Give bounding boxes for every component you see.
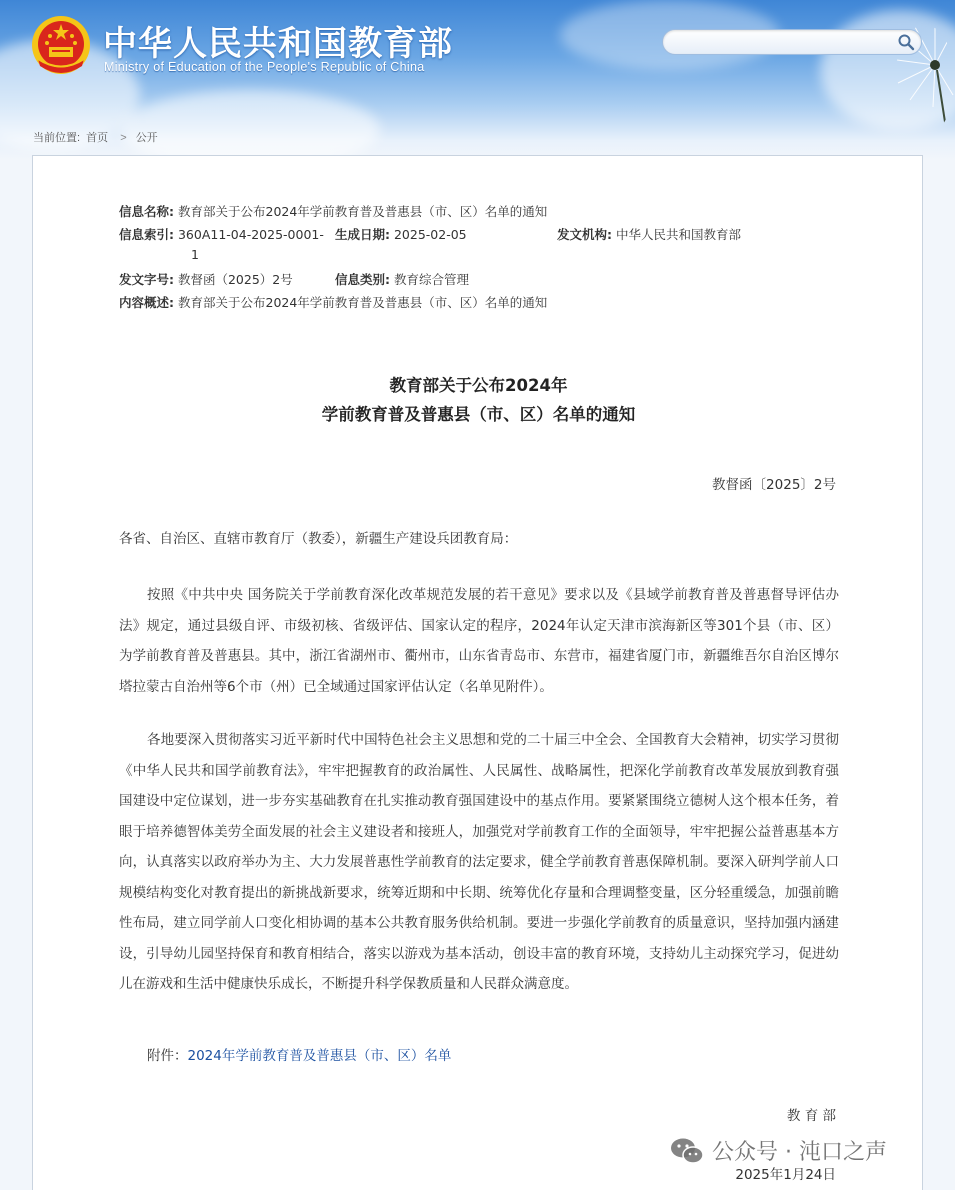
- salutation: 各省、自治区、直辖市教育厅（教委），新疆生产建设兵团教育局：: [119, 531, 518, 547]
- attachment-label: 附件：: [147, 1048, 188, 1064]
- chevron-right-icon: >: [120, 132, 127, 144]
- wechat-watermark: [670, 1135, 887, 1166]
- document-title-line2: 学前教育普及普惠县（市、区）名单的通知: [321, 405, 636, 424]
- breadcrumb-prefix: 当前位置:: [33, 132, 81, 144]
- paragraph-2: 各地要深入贯彻落实习近平新时代中国特色社会主义思想和党的二十届三中全会、全国教育大会精神，切实学习贯彻《中华人民共和国学前教育法》，牢牢把握教育的政治属性、人民属性、战略属性，把深化学前教育改革发展放到教育强国建设中定位谋划，进一步夯实基础教育在扎实推动教育强国建设中的基点作用。要紧紧围绕立德树人这个根本任务，着眼于培养德智体美劳全面发展的社会主义建设者和接班人，加强党对学前教育工作的全面领导，牢牢把握公益普惠基本方向，认真落实以政府举办为主、大力发展普惠性学前教育的法定要求，健全学前教育普惠保障机制。要深入研判学前人口规模结构变化对教育提出的新挑战新要求，统筹近期和中长期、统筹优化存量和合理调整变量，区分轻重缓急，加强前瞻性布局，建立同学前人口变化相协调的基本公共教育服务供给机制。要进一步强化学前教育的质量意识，坚持加强内涵建设，引导幼儿园坚持保育和教育相结合，落实以游戏为基本活动，创设丰富的教育环境，支持幼儿主动探究学习，促进幼儿在游戏和生活中健康快乐成长，不断提升科学保教质量和人民群众满意度。: [119, 732, 839, 992]
- meta-index-value-cont: 1: [191, 247, 199, 262]
- document-number: 教督函〔2025〕2号: [712, 477, 836, 493]
- meta-docno-value: 教督函（2025）2号: [177, 272, 293, 287]
- attachment-line: [119, 1041, 839, 1072]
- signature-date: 2025年1月24日: [735, 1167, 836, 1183]
- meta-index-value: 360A11-04-2025-0001-: [177, 227, 324, 242]
- meta-org-label: 发文机构:: [557, 227, 612, 242]
- breadcrumb-item-public[interactable]: 公开: [135, 132, 158, 144]
- attachment-link[interactable]: 2024年学前教育普及普惠县（市、区）名单: [187, 1048, 452, 1064]
- search-box[interactable]: [662, 29, 922, 55]
- meta-category-label: 信息类别:: [335, 272, 390, 287]
- meta-date-label: 生成日期:: [335, 227, 390, 242]
- search-icon[interactable]: [897, 33, 915, 51]
- site-title-cn[interactable]: 中华人民共和国教育部: [103, 24, 453, 64]
- meta-name-label: 信息名称:: [119, 204, 174, 219]
- meta-date-value: 2025-02-05: [393, 227, 467, 242]
- site-title-en[interactable]: Ministry of Education of the People's Republic of China: [104, 60, 425, 74]
- signature-org: 教 育 部: [786, 1108, 836, 1124]
- breadcrumb-item-home[interactable]: 首页: [86, 132, 109, 144]
- meta-index-label: 信息索引:: [119, 227, 174, 242]
- paragraph-1: 按照《中共中央 国务院关于学前教育深化改革规范发展的若干意见》要求以及《县域学前教育普及普惠督导评估办法》规定，通过县级自评、市级初核、省级评估、国家认定的程序，2024年认定天津市滨海新区等301个县（市、区）为学前教育普及普惠县。其中，浙江省湖州市、衢州市，山东省青岛市、东营市，福建省厦门市，新疆维吾尔自治区博尔塔拉蒙古自治州等6个市（州）已全域通过国家评估认定（名单见附件）。: [119, 587, 839, 695]
- wechat-icon: [670, 1137, 704, 1165]
- meta-docno-label: 发文字号:: [119, 272, 174, 287]
- national-emblem-icon: [30, 14, 92, 76]
- cloud-decoration: [120, 90, 380, 160]
- breadcrumb: [33, 129, 161, 145]
- watermark-text: 公众号 · 沌口之声: [712, 1140, 887, 1165]
- meta-category-value: 教育综合管理: [393, 272, 469, 287]
- article-panel: [32, 155, 923, 1190]
- meta-org-value: 中华人民共和国教育部: [615, 227, 741, 242]
- meta-summary-value: 教育部关于公布2024年学前教育普及普惠县（市、区）名单的通知: [177, 295, 548, 310]
- search-input[interactable]: [663, 30, 883, 54]
- meta-summary-label: 内容概述:: [119, 295, 174, 310]
- document-title-line1: 教育部关于公布2024年: [389, 376, 568, 395]
- meta-name-value: 教育部关于公布2024年学前教育普及普惠县（市、区）名单的通知: [177, 204, 548, 219]
